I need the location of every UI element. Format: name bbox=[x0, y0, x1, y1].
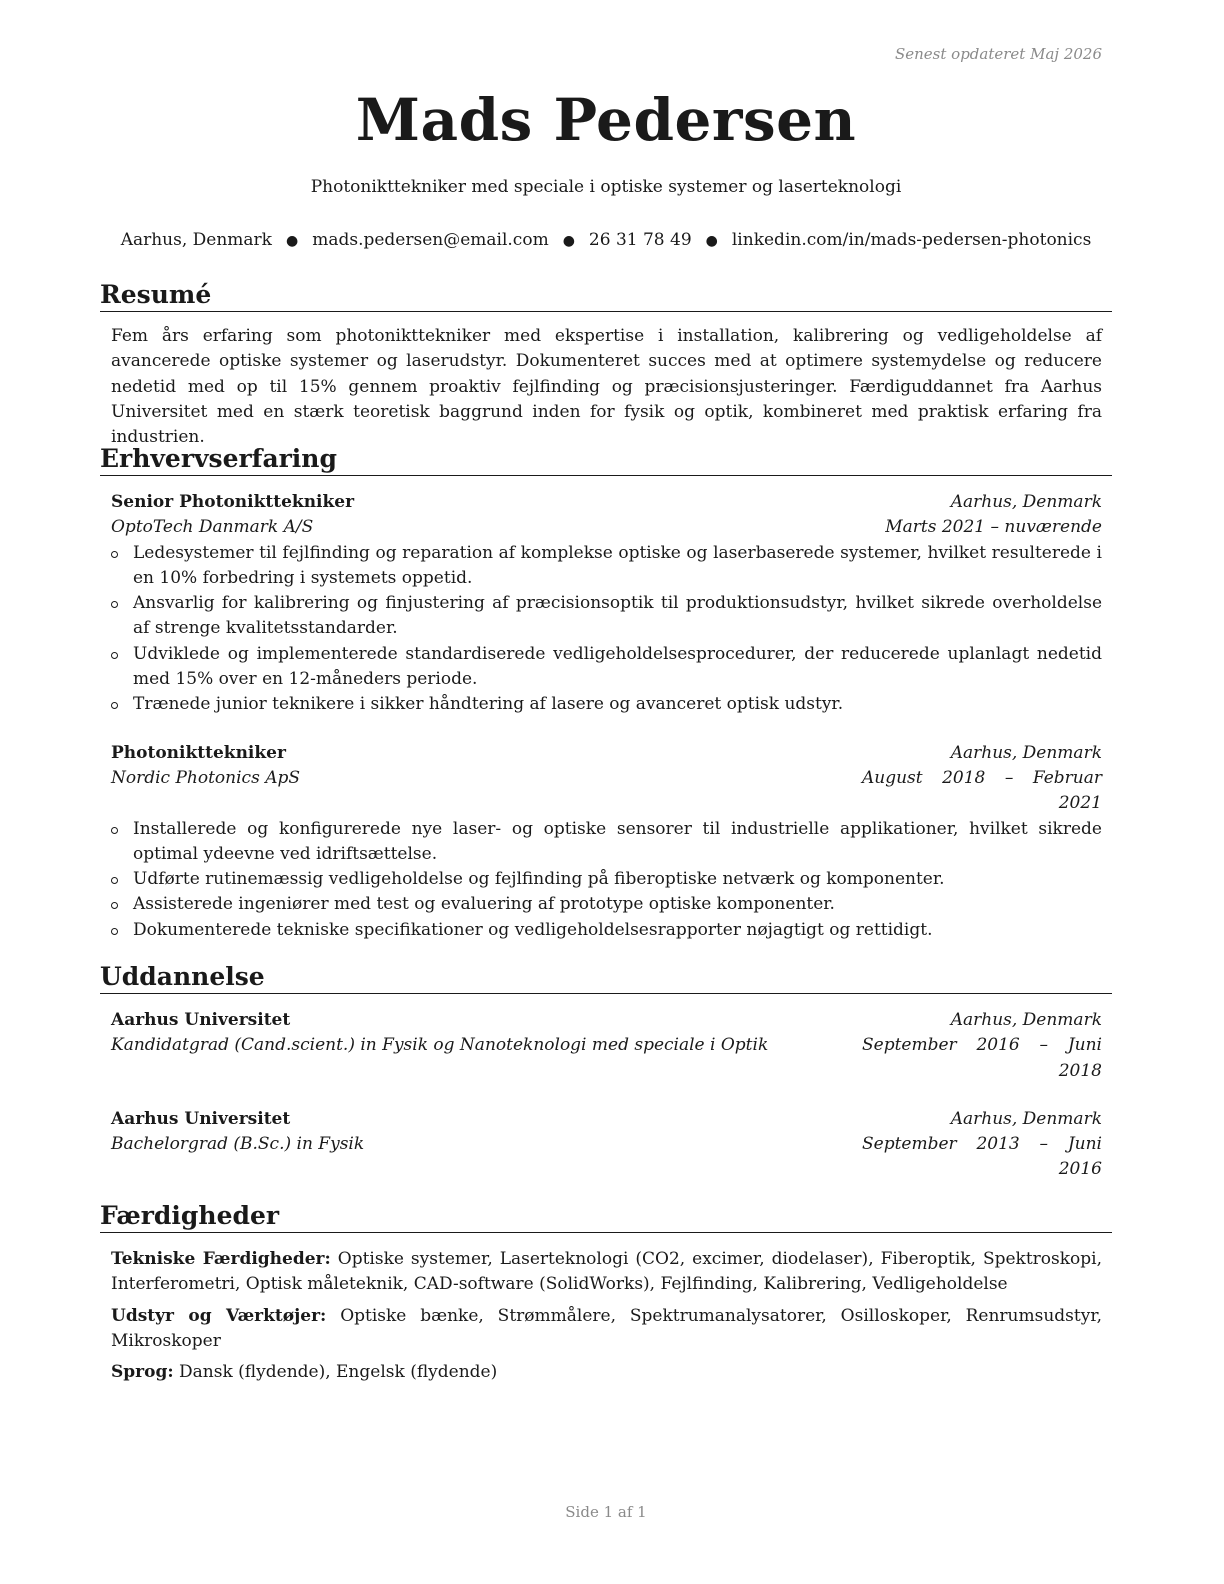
last-updated: Senest opdateret Maj 2026 bbox=[894, 45, 1102, 63]
job-entry bbox=[111, 741, 1102, 817]
list-item: Ansvarlig for kalibrering og finjustering af præcisionsoptik til produktionsudstyr, hvilket sikrede overholdelse af strenge kvalitetsstandarder. bbox=[100, 591, 1102, 642]
education-dates: September 2013 – Juni 2016 bbox=[862, 1134, 1102, 1180]
education-entry bbox=[111, 1008, 1102, 1084]
job-dates: Marts 2021 – nuværende bbox=[885, 517, 1102, 538]
job-company: Nordic Photonics ApS bbox=[111, 767, 301, 788]
tagline: Photonikttekniker med speciale i optiske systemer og laserteknologi bbox=[310, 177, 902, 197]
list-item: Udviklede og implementerede standardiserede vedligeholdelsesprocedurer, der reducerede uplanlagt nedetid med 15% over en 12-måneders periode. bbox=[100, 642, 1102, 693]
job-dates: August 2018 – Februar 2021 bbox=[862, 767, 1102, 814]
candidate-name: Mads Pedersen bbox=[355, 86, 857, 154]
contact-email[interactable]: mads.pedersen@email.com bbox=[312, 230, 549, 250]
degree: Kandidatgrad (Cand.scient.) in Fysik og Nanoteknologi med speciale i Optik bbox=[111, 1035, 769, 1056]
skill-group-label: Sprog: bbox=[111, 1362, 174, 1383]
degree: Bachelorgrad (B.Sc.) in Fysik bbox=[111, 1134, 365, 1155]
job-company: OptoTech Danmark A/S bbox=[111, 517, 314, 538]
job-role: Senior Photonikttekniker bbox=[111, 492, 355, 512]
skill-group bbox=[111, 1304, 1102, 1355]
list-item: Trænede junior teknikere i sikker håndtering af lasere og avanceret optisk udstyr. bbox=[100, 692, 1102, 717]
skill-group-text: Dansk (flydende), Engelsk (flydende) bbox=[179, 1362, 498, 1383]
job-bullets bbox=[100, 817, 1102, 943]
contact-linkedin[interactable]: linkedin.com/in/mads-pedersen-photonics bbox=[731, 230, 1092, 250]
job-location: Aarhus, Denmark bbox=[950, 742, 1102, 763]
bullet-separator: ● bbox=[562, 233, 575, 249]
skill-group-label: Udstyr og Værktøjer: bbox=[111, 1305, 327, 1326]
list-item: Dokumenterede tekniske specifikationer og vedligeholdelsesrapporter nøjagtigt og rettidigt. bbox=[100, 918, 1102, 943]
list-item: Installerede og konfigurerede nye laser- og optiske sensorer til industrielle applikationer, hvilket sikrede optimal ydeevne ved idriftsættelse. bbox=[100, 817, 1102, 868]
skill-group-text: Optiske bænke, Strømmålere, Spektrumanalysatorer, Osilloskoper, Renrumsudstyr, Mikroskoper bbox=[111, 1305, 1102, 1351]
bullet-separator: ● bbox=[705, 233, 718, 249]
bullet-separator: ● bbox=[285, 233, 299, 249]
school-name: Aarhus Universitet bbox=[111, 1108, 291, 1129]
contact-phone: 26 31 78 49 bbox=[588, 230, 692, 250]
education-entry bbox=[111, 1107, 1102, 1183]
job-entry bbox=[111, 490, 1102, 541]
job-location: Aarhus, Denmark bbox=[950, 492, 1102, 512]
education-dates: September 2016 – Juni 2018 bbox=[862, 1035, 1102, 1081]
school-location: Aarhus, Denmark bbox=[950, 1108, 1102, 1129]
job-role: Photonikttekniker bbox=[111, 742, 286, 763]
skills-section bbox=[100, 1201, 1112, 1391]
experience-section bbox=[100, 444, 1112, 943]
summary-text: Fem års erfaring som photonikttekniker med ekspertise i installation, kalibrering og vedligeholdelse af avancerede optiske systemer og laserudstyr. Dokumenteret succes med at optimere systemydelse og reducere nedetid med op til 15% gennem proaktiv fejlfinding og præcisionsjusteringer. Færdiguddannet fra Aarhus Universitet med en stærk teoretisk baggrund inden for fysik og optik, kombineret med praktisk erfaring fra industrien. bbox=[111, 326, 1102, 448]
section-title-skills: Færdigheder bbox=[100, 1201, 1112, 1233]
education-section bbox=[100, 962, 1112, 1183]
skill-group-label: Tekniske Færdigheder: bbox=[111, 1249, 331, 1269]
resume-page bbox=[100, 0, 1112, 1584]
list-item: Assisterede ingeniører med test og evaluering af prototype optiske komponenter. bbox=[100, 892, 1102, 917]
skill-group-text: Optiske systemer, Laserteknologi (CO2, excimer, diodelaser), Fiberoptik, Spektroskopi, Interferometri, Optisk måleteknik, CAD-software (SolidWorks), Fejlfinding, Kalibrering, Vedligeholdelse bbox=[111, 1249, 1103, 1295]
job-bullets bbox=[100, 541, 1102, 718]
list-item: Ledesystemer til fejlfinding og reparation af komplekse optiske og laserbaserede systemer, hvilket resulterede i en 10% forbedring i systemets oppetid. bbox=[100, 541, 1102, 592]
section-title-summary: Resumé bbox=[100, 280, 1112, 312]
contact-line bbox=[100, 228, 1112, 253]
skill-group bbox=[111, 1247, 1102, 1298]
skill-group bbox=[111, 1360, 1102, 1385]
page-number: Side 1 af 1 bbox=[565, 1503, 647, 1521]
school-location: Aarhus, Denmark bbox=[950, 1010, 1102, 1030]
list-item: Udførte rutinemæssig vedligeholdelse og fejlfinding på fiberoptiske netværk og komponenter. bbox=[100, 867, 1102, 892]
contact-location: Aarhus, Denmark bbox=[120, 230, 272, 250]
summary-section bbox=[100, 280, 1112, 450]
school-name: Aarhus Universitet bbox=[111, 1010, 291, 1030]
section-title-experience: Erhvervserfaring bbox=[100, 444, 1112, 476]
section-title-education: Uddannelse bbox=[100, 962, 1112, 994]
